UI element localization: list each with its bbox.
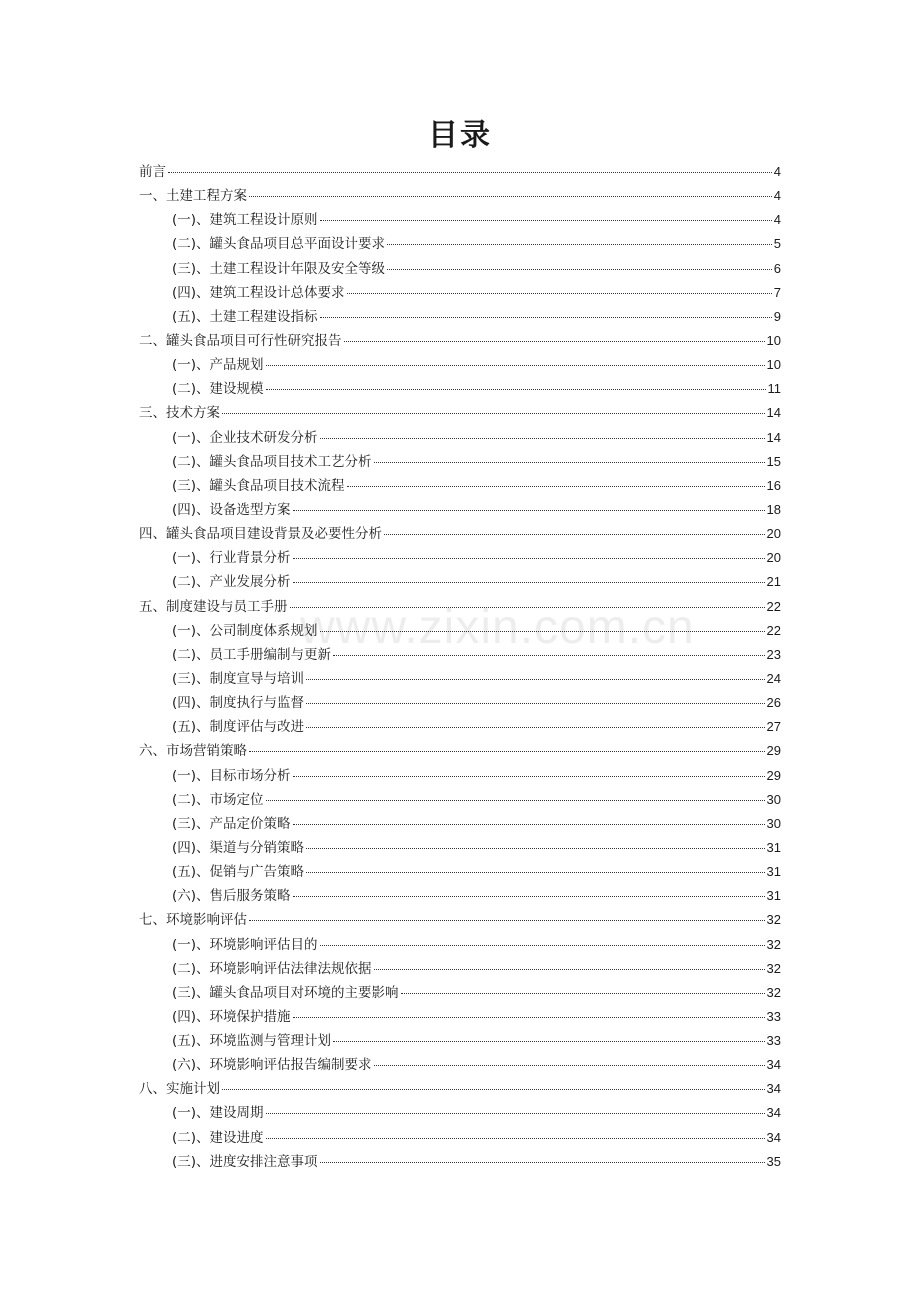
toc-entry-label: (二)、罐头食品项目技术工艺分析 <box>172 453 372 470</box>
toc-entry-page-number: 20 <box>766 526 781 542</box>
toc-entry-label: (四)、设备选型方案 <box>172 501 291 518</box>
toc-dot-leader <box>384 533 765 535</box>
toc-dot-leader <box>293 1016 765 1018</box>
toc-entry-label: (四)、制度执行与监督 <box>172 695 305 712</box>
toc-entry-label: (三)、土建工程设计年限及安全等级 <box>172 260 386 277</box>
toc-entry[interactable] <box>139 401 781 425</box>
toc-dot-leader <box>168 171 772 173</box>
toc-entry-label: (二)、员工手册编制与更新 <box>172 646 332 663</box>
toc-dot-leader <box>293 895 765 897</box>
toc-entry-page-number: 31 <box>766 864 781 880</box>
toc-dot-leader <box>266 1137 765 1139</box>
toc-entry-label: (一)、企业技术研发分析 <box>172 429 318 446</box>
toc-entry-page-number: 14 <box>766 429 781 445</box>
toc-entry-label: (五)、土建工程建设指标 <box>172 308 318 325</box>
toc-dot-leader <box>222 1088 765 1090</box>
toc-entry-page-number: 31 <box>766 888 781 904</box>
toc-entry[interactable] <box>139 788 781 812</box>
toc-entry[interactable] <box>139 353 781 377</box>
toc-entry[interactable] <box>139 1053 781 1077</box>
toc-entry-page-number: 33 <box>766 1008 781 1024</box>
toc-entry-label: (二)、产业发展分析 <box>172 574 291 591</box>
toc-dot-leader <box>306 726 764 728</box>
toc-entry[interactable] <box>139 257 781 281</box>
toc-dot-leader <box>374 1064 765 1066</box>
toc-entry[interactable] <box>139 764 781 788</box>
toc-entry-page-number: 34 <box>766 1105 781 1121</box>
toc-dot-leader <box>293 557 765 559</box>
toc-entry[interactable] <box>139 1077 781 1101</box>
toc-dot-leader <box>333 654 764 656</box>
toc-list <box>139 160 781 1174</box>
toc-dot-leader <box>347 292 772 294</box>
toc-entry[interactable] <box>139 474 781 498</box>
toc-dot-leader <box>320 1161 765 1163</box>
toc-entry-page-number: 10 <box>766 332 781 348</box>
toc-entry[interactable] <box>139 619 781 643</box>
toc-entry-page-number: 29 <box>766 743 781 759</box>
toc-dot-leader <box>344 340 765 342</box>
toc-entry-label: (五)、促销与广告策略 <box>172 864 305 881</box>
toc-entry[interactable] <box>139 908 781 932</box>
toc-entry-page-number: 31 <box>766 839 781 855</box>
toc-dot-leader <box>306 847 764 849</box>
toc-entry-label: (一)、建设周期 <box>172 1105 264 1122</box>
toc-entry-page-number: 4 <box>773 188 781 204</box>
toc-entry[interactable] <box>139 1101 781 1125</box>
toc-dot-leader <box>306 871 764 873</box>
toc-entry[interactable] <box>139 498 781 522</box>
toc-entry-page-number: 33 <box>766 1033 781 1049</box>
toc-entry-label: (三)、制度宣导与培训 <box>172 670 305 687</box>
toc-entry-label: (二)、建设规模 <box>172 381 264 398</box>
toc-entry[interactable] <box>139 812 781 836</box>
toc-entry[interactable] <box>139 715 781 739</box>
toc-dot-leader <box>249 750 765 752</box>
toc-dot-leader <box>266 364 765 366</box>
toc-entry-label: (五)、制度评估与改进 <box>172 719 305 736</box>
toc-dot-leader <box>387 268 772 270</box>
toc-entry[interactable] <box>139 522 781 546</box>
toc-entry[interactable] <box>139 595 781 619</box>
toc-dot-leader <box>347 485 765 487</box>
toc-entry-page-number: 4 <box>773 212 781 228</box>
toc-dot-leader <box>374 968 765 970</box>
toc-entry-page-number: 32 <box>766 960 781 976</box>
toc-entry-page-number: 30 <box>766 791 781 807</box>
toc-dot-leader <box>320 944 765 946</box>
toc-entry[interactable] <box>139 232 781 256</box>
toc-entry[interactable] <box>139 643 781 667</box>
toc-dot-leader <box>266 799 765 801</box>
toc-entry-label: (四)、渠道与分销策略 <box>172 839 305 856</box>
toc-entry-label: 四、罐头食品项目建设背景及必要性分析 <box>139 526 382 543</box>
toc-entry-page-number: 30 <box>766 815 781 831</box>
toc-dot-leader <box>320 630 765 632</box>
toc-entry-label: (四)、建筑工程设计总体要求 <box>172 284 345 301</box>
toc-dot-leader <box>333 1040 764 1042</box>
toc-entry[interactable] <box>139 305 781 329</box>
toc-entry-label: (六)、环境影响评估报告编制要求 <box>172 1057 372 1074</box>
toc-entry-page-number: 27 <box>766 719 781 735</box>
toc-entry-label: (一)、环境影响评估目的 <box>172 936 318 953</box>
toc-entry-page-number: 34 <box>766 1057 781 1073</box>
toc-entry-label: 八、实施计划 <box>139 1081 220 1098</box>
toc-entry-label: 六、市场营销策略 <box>139 743 247 760</box>
toc-entry[interactable] <box>139 160 781 184</box>
toc-dot-leader <box>320 219 772 221</box>
toc-entry-label: (四)、环境保护措施 <box>172 1008 291 1025</box>
toc-entry-page-number: 7 <box>773 284 781 300</box>
toc-dot-leader <box>266 388 766 390</box>
toc-entry-page-number: 21 <box>766 574 781 590</box>
toc-entry-label: 一、土建工程方案 <box>139 188 247 205</box>
toc-entry-page-number: 24 <box>766 670 781 686</box>
toc-entry-page-number: 6 <box>773 260 781 276</box>
toc-dot-leader <box>293 581 765 583</box>
toc-dot-leader <box>374 461 765 463</box>
toc-entry-label: 三、技术方案 <box>139 405 220 422</box>
toc-entry-label: 前言 <box>139 164 166 180</box>
toc-entry-page-number: 32 <box>766 984 781 1000</box>
toc-entry-label: (三)、罐头食品项目技术流程 <box>172 477 345 494</box>
toc-dot-leader <box>293 823 765 825</box>
toc-entry-label: (三)、进度安排注意事项 <box>172 1153 318 1170</box>
toc-entry-label: (三)、产品定价策略 <box>172 815 291 832</box>
toc-entry-label: (二)、罐头食品项目总平面设计要求 <box>172 236 386 253</box>
toc-dot-leader <box>266 1112 765 1114</box>
toc-dot-leader <box>320 437 765 439</box>
toc-dot-leader <box>306 702 764 704</box>
toc-entry[interactable] <box>139 1029 781 1053</box>
toc-dot-leader <box>249 919 765 921</box>
toc-dot-leader <box>293 509 765 511</box>
toc-entry-label: (一)、建筑工程设计原则 <box>172 212 318 229</box>
toc-entry[interactable] <box>139 208 781 232</box>
watermark: www.zixin.com.cn <box>300 601 695 654</box>
toc-entry-page-number: 16 <box>766 477 781 493</box>
toc-entry[interactable] <box>139 546 781 570</box>
toc-entry[interactable] <box>139 836 781 860</box>
toc-entry-label: (一)、产品规划 <box>172 357 264 374</box>
toc-entry-label: (一)、目标市场分析 <box>172 767 291 784</box>
toc-entry[interactable] <box>139 1005 781 1029</box>
toc-entry-label: (二)、市场定位 <box>172 791 264 808</box>
toc-entry-label: (一)、行业背景分析 <box>172 550 291 567</box>
toc-entry-page-number: 22 <box>766 598 781 614</box>
toc-entry-page-number: 18 <box>766 501 781 517</box>
toc-dot-leader <box>387 243 772 245</box>
toc-entry-label: 五、制度建设与员工手册 <box>139 598 288 615</box>
toc-entry[interactable] <box>139 1126 781 1150</box>
toc-entry[interactable] <box>139 426 781 450</box>
toc-entry-page-number: 29 <box>766 767 781 783</box>
toc-entry[interactable] <box>139 933 781 957</box>
toc-entry-page-number: 22 <box>766 622 781 638</box>
toc-entry-page-number: 32 <box>766 912 781 928</box>
toc-entry-page-number: 23 <box>766 646 781 662</box>
toc-entry-page-number: 11 <box>767 381 781 397</box>
toc-dot-leader <box>306 678 764 680</box>
toc-entry[interactable] <box>139 860 781 884</box>
toc-dot-leader <box>320 316 772 318</box>
toc-dot-leader <box>401 992 765 994</box>
toc-entry-page-number: 14 <box>766 405 781 421</box>
toc-entry-label: (一)、公司制度体系规划 <box>172 622 318 639</box>
toc-entry[interactable] <box>139 691 781 715</box>
toc-entry[interactable] <box>139 981 781 1005</box>
toc-entry[interactable] <box>139 667 781 691</box>
toc-entry-page-number: 20 <box>766 550 781 566</box>
toc-entry-label: (二)、建设进度 <box>172 1129 264 1146</box>
toc-dot-leader <box>222 412 765 414</box>
toc-entry-label: (六)、售后服务策略 <box>172 888 291 905</box>
toc-entry[interactable] <box>139 329 781 353</box>
toc-entry-label: 二、罐头食品项目可行性研究报告 <box>139 332 342 349</box>
toc-entry-page-number: 5 <box>773 236 781 252</box>
toc-entry[interactable] <box>139 884 781 908</box>
toc-entry-page-number: 34 <box>766 1129 781 1145</box>
toc-entry[interactable] <box>139 957 781 981</box>
toc-entry-page-number: 10 <box>766 357 781 373</box>
toc-entry-page-number: 35 <box>766 1153 781 1169</box>
toc-entry[interactable] <box>139 184 781 208</box>
toc-entry[interactable] <box>139 377 781 401</box>
toc-entry-page-number: 15 <box>766 453 781 469</box>
toc-entry[interactable] <box>139 739 781 763</box>
toc-entry-label: 七、环境影响评估 <box>139 912 247 929</box>
toc-entry[interactable] <box>139 1150 781 1174</box>
toc-entry-label: (三)、罐头食品项目对环境的主要影响 <box>172 984 399 1001</box>
toc-entry[interactable] <box>139 281 781 305</box>
toc-title: 目录 <box>428 118 492 153</box>
toc-entry-label: (五)、环境监测与管理计划 <box>172 1033 332 1050</box>
toc-entry-label: (二)、环境影响评估法律法规依据 <box>172 960 372 977</box>
toc-dot-leader <box>249 195 772 197</box>
toc-dot-leader <box>290 606 765 608</box>
toc-entry-page-number: 4 <box>773 164 781 179</box>
toc-entry[interactable] <box>139 450 781 474</box>
toc-entry-page-number: 32 <box>766 936 781 952</box>
toc-dot-leader <box>293 775 765 777</box>
toc-entry-page-number: 26 <box>766 695 781 711</box>
toc-entry-page-number: 9 <box>773 308 781 324</box>
toc-entry-page-number: 34 <box>766 1081 781 1097</box>
toc-entry[interactable] <box>139 570 781 594</box>
